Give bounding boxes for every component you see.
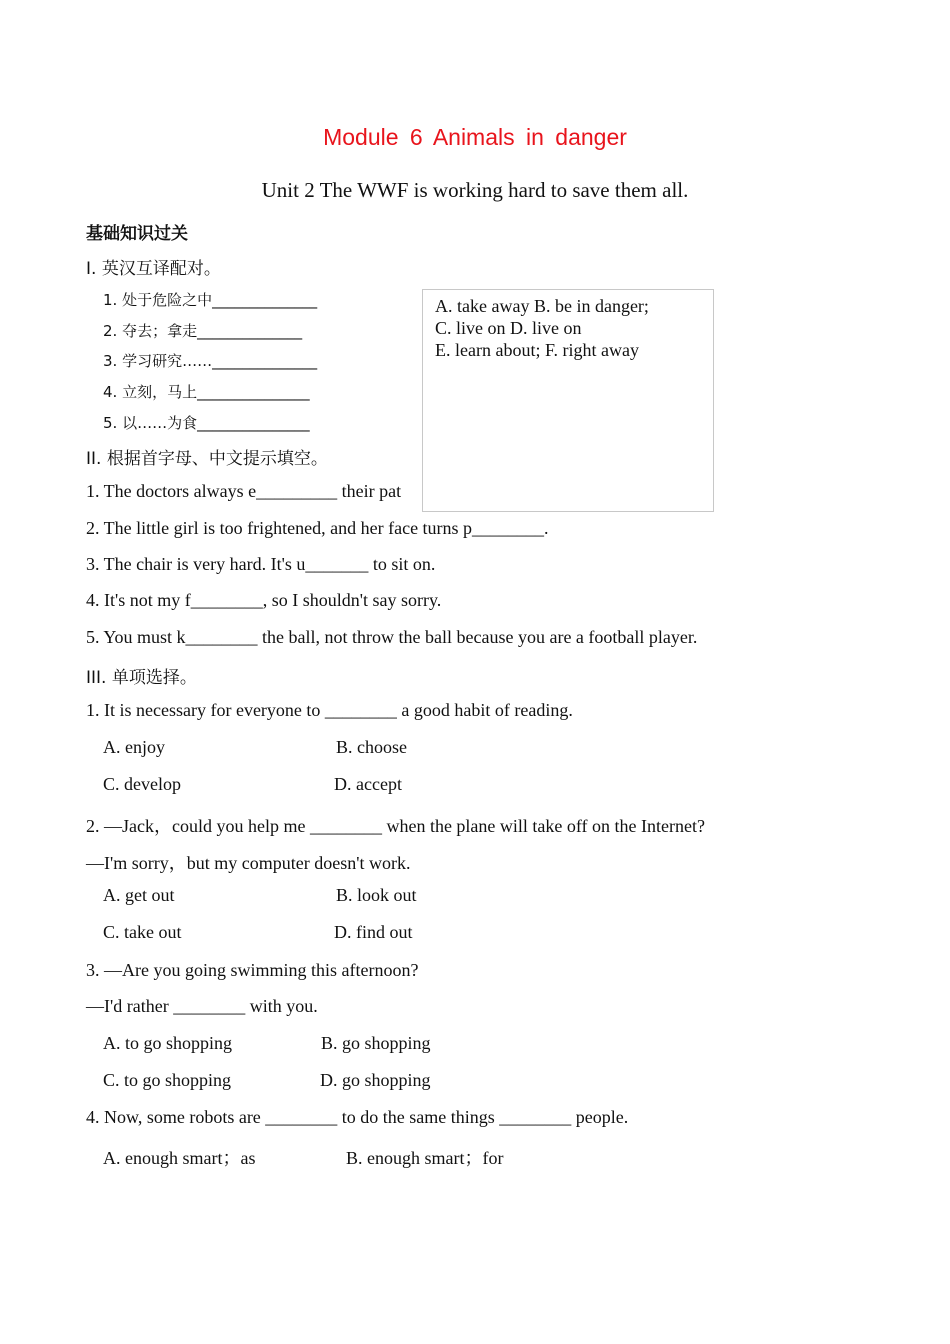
choice-d: D. find out [334,922,413,942]
choice-a: A. enough smart；as [103,1148,256,1168]
part2-item: 3. The chair is very hard. It's u_______ to sit on. [86,554,436,574]
question-reply: —I'm sorry，but my computer doesn't work. [86,853,411,873]
question-reply: —I'd rather ________ with you. [86,996,318,1016]
part1-item: 4. 立刻，马上_______________ [103,383,310,401]
question-stem: 3. —Are you going swimming this afternoon? [86,960,419,980]
choice-c: C. to go shopping [103,1070,232,1090]
part2-item: 2. The little girl is too frightened, and her face turns p________. [86,518,549,538]
part2-item: 4. It's not my f________, so I shouldn't say sorry. [86,590,442,610]
choice-b: B. choose [336,737,407,757]
part1-item: 5. 以……为食_______________ [103,414,310,432]
part1-item: 3. 学习研究……______________ [103,352,318,370]
question-stem: 4. Now, some robots are ________ to do the same things ________ people. [86,1107,629,1127]
choice-c: C. take out [103,922,182,942]
part1-heading: I. 英汉互译配对。 [86,259,221,279]
options-row: E. learn about; F. right away [435,340,640,360]
unit-subtitle: Unit 2 The WWF is working hard to save them all. [261,178,689,202]
part2-heading: II. 根据首字母、中文提示填空。 [86,449,328,469]
choice-a: A. get out [103,885,175,905]
part2-item: 5. You must k________ the ball, not throw the ball because you are a football player. [86,627,698,647]
section-header: 基础知识过关 [86,224,188,244]
part1-item: 1. 处于危险之中______________ [103,291,318,309]
page-title: Module 6 Animals in danger [323,124,627,150]
choice-a: A. to go shopping [103,1033,233,1053]
choice-c: C. develop [103,774,181,794]
question-stem: 1. It is necessary for everyone to ________ a good habit of reading. [86,700,573,720]
choice-a: A. enjoy [103,737,165,757]
choice-b: B. enough smart；for [346,1148,504,1168]
choice-b: B. look out [336,885,417,905]
options-row: C. live on D. live on [435,318,582,338]
choice-d: D. accept [334,774,402,794]
options-box [422,289,714,512]
part3-heading: III. 单项选择。 [86,668,197,688]
part2-item: 1. The doctors always e_________ their pat [86,481,402,501]
part1-item: 2. 夺去；拿走______________ [103,322,303,340]
question-stem: 2. —Jack，could you help me ________ when the plane will take off on the Internet? [86,816,706,836]
options-row: A. take away B. be in danger; [435,296,649,316]
choice-d: D. go shopping [320,1070,431,1090]
choice-b: B. go shopping [321,1033,431,1053]
